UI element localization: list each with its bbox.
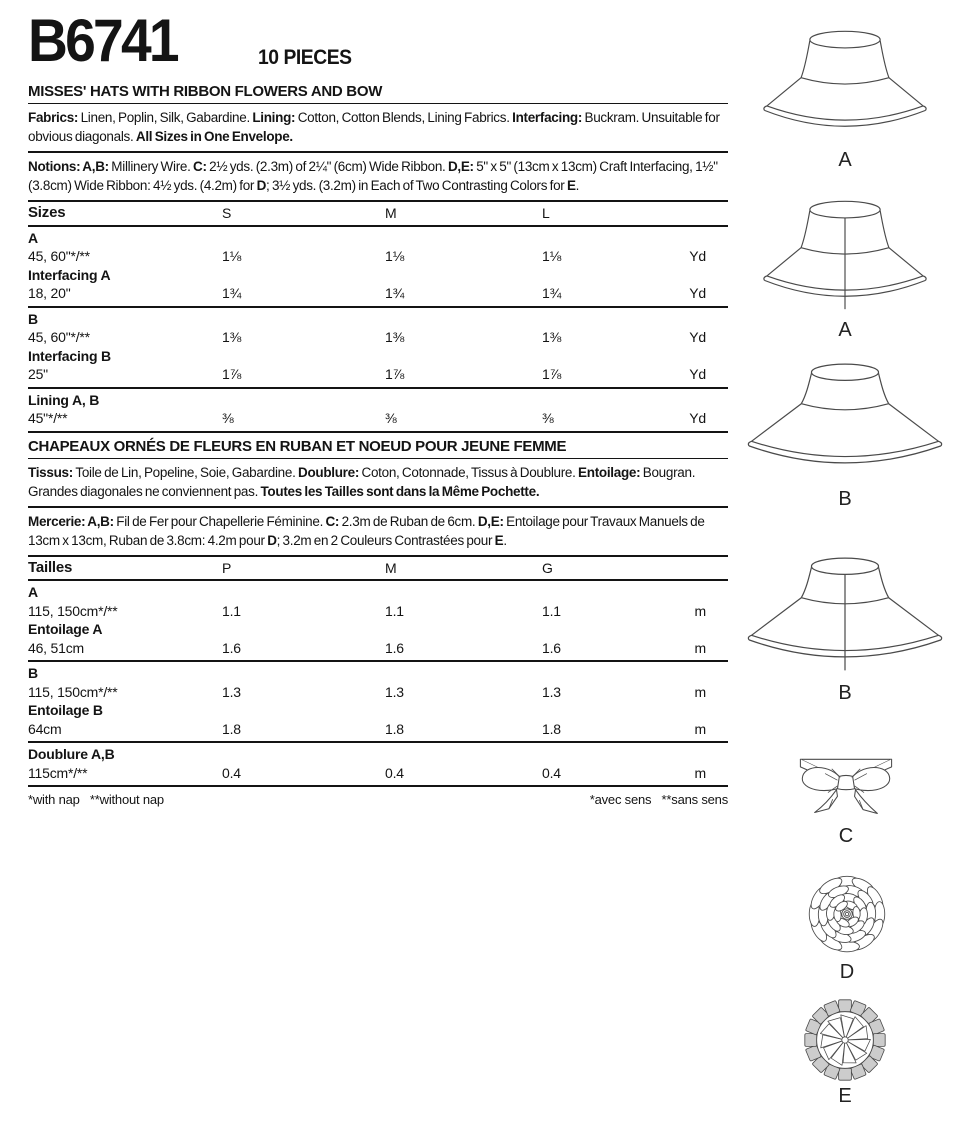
content-column	[28, 7, 728, 807]
row-label: Entoilage A	[28, 621, 103, 637]
yardage-value	[385, 664, 542, 683]
unit-cell	[668, 664, 728, 683]
view-label-a-back: A	[838, 319, 852, 341]
yardage-value	[222, 664, 385, 683]
paragraph-segment: Doublure:	[298, 464, 362, 480]
table-group	[28, 227, 728, 308]
paragraph-segment: .	[575, 178, 580, 193]
paragraph-segment: Toutes les Tailles sont dans la Même Pochette.	[260, 483, 540, 499]
paragraph-segment: Millinery Wire.	[111, 159, 193, 174]
yardage-value	[222, 347, 385, 366]
unit-cell	[668, 266, 728, 285]
french-title: CHAPEAUX ORNÉS DE FLEURS EN RUBAN ET NOEUD POUR JEUNE FEMME	[28, 433, 728, 459]
table-header-unit	[668, 204, 728, 223]
table-row	[28, 310, 728, 329]
table-header-col: S	[222, 205, 232, 221]
hat-b-back-illustration	[743, 552, 947, 679]
table-row	[28, 602, 728, 621]
table-header-label: Sizes	[28, 204, 66, 221]
row-label: 45, 60"*/**	[28, 329, 90, 345]
yardage-value: 1.1	[222, 602, 241, 619]
row-label: A	[28, 584, 38, 600]
yardage-value	[542, 266, 668, 285]
yardage-value: 1⅞	[222, 366, 242, 382]
table-header-row	[28, 202, 728, 227]
unit-cell: Yd	[689, 329, 706, 345]
yardage-value	[542, 583, 668, 602]
table-row	[28, 391, 728, 410]
yardage-value: 1.8	[222, 720, 241, 737]
table-row	[28, 620, 728, 639]
unit-cell: Yd	[689, 366, 706, 382]
table-header-col: P	[222, 559, 232, 576]
paragraph-segment: E	[566, 178, 576, 193]
unit-cell	[668, 620, 728, 639]
view-label-bow: C	[838, 825, 854, 847]
paragraph-segment: 2½ yds. (2.3m) of 2¼" (6cm) Wide Ribbon.	[209, 159, 448, 174]
paragraph-segment: ; 3½ yds. (3.2m) in Each of Two Contrasting Colors for	[266, 178, 567, 193]
yardage-value	[222, 310, 385, 329]
paragraph-segment: Fil de Fer pour Chapellerie Féminine.	[116, 513, 326, 529]
unit-cell	[668, 745, 728, 764]
paragraph-segment: Tissus:	[28, 464, 76, 480]
yardage-value: 0.4	[385, 764, 404, 781]
table-row	[28, 266, 728, 285]
yardage-value: 1.8	[542, 720, 561, 737]
hat-a-front-illustration	[757, 24, 933, 146]
row-label: B	[28, 310, 38, 327]
ribbon-rose-illustration	[799, 872, 895, 958]
paragraph-segment: 5" x 5" (13cm x 13cm) Craft Interfacing, 1½" (3.8cm) Wide Ribbon: 4½ yds. (4.2m) for	[28, 159, 718, 193]
paragraph-segment: Entoilage pour Travaux Manuels de 13cm x 13cm, Ruban de 3.8cm: 4.2m pour	[28, 513, 705, 548]
unit-cell: m	[694, 639, 706, 656]
yardage-value: ⅜	[542, 410, 554, 426]
table-header-col: M	[385, 559, 397, 576]
table-group	[28, 581, 728, 662]
yardage-value: 1⅞	[385, 366, 405, 382]
paragraph-segment: Entoilage:	[578, 464, 643, 480]
row-label: 25"	[28, 366, 48, 382]
yardage-value: 1.6	[542, 639, 561, 656]
row-label: Doublure A,B	[28, 746, 115, 762]
mercerie-paragraph	[28, 508, 728, 557]
unit-cell	[668, 229, 728, 248]
table-group	[28, 662, 728, 743]
table-row	[28, 583, 728, 602]
row-label: Interfacing B	[28, 347, 111, 364]
yardage-value: 1⅜	[542, 329, 562, 345]
yardage-value	[542, 701, 668, 720]
table-row	[28, 639, 728, 658]
ribbon-rosette-illustration	[799, 998, 891, 1082]
table-row	[28, 701, 728, 720]
illustration-column	[735, 0, 957, 1128]
paragraph-segment: Cotton, Cotton Blends, Lining Fabrics.	[297, 110, 513, 125]
row-label: B	[28, 665, 38, 681]
view-label-rose: D	[839, 961, 855, 983]
notions-paragraph	[28, 153, 728, 202]
paragraph-segment: E	[494, 532, 504, 548]
yardage-value: 1.6	[222, 639, 241, 656]
table-header-col: G	[542, 559, 553, 576]
paragraph-segment: ; 3.2m en 2 Couleurs Contrastées pour	[276, 532, 495, 548]
hat-a-back-illustration	[757, 194, 933, 316]
table-row	[28, 365, 728, 384]
unit-cell	[668, 310, 728, 329]
table-group	[28, 389, 728, 433]
yardage-value: 1.1	[542, 602, 561, 619]
view-label-a-front: A	[838, 149, 852, 171]
tissus-paragraph	[28, 459, 728, 508]
yardage-value	[222, 620, 385, 639]
hat-b-front-figure	[743, 358, 947, 511]
yardage-value	[385, 391, 542, 410]
hat-b-back-figure	[743, 552, 947, 705]
unit-cell	[668, 347, 728, 366]
paragraph-segment: D	[256, 178, 267, 193]
paragraph-segment: Lining:	[252, 110, 298, 125]
paragraph-segment: Buckram. Unsuitable for obvious diagonals.	[28, 110, 720, 144]
fabrics-paragraph	[28, 104, 728, 153]
table-header-label: Tailles	[28, 558, 73, 576]
row-label: 115, 150cm*/**	[28, 602, 118, 619]
yardage-value	[542, 620, 668, 639]
unit-cell: Yd	[689, 248, 706, 264]
yardage-value: 1⅞	[542, 366, 562, 382]
yardage-value: 1.3	[542, 683, 561, 700]
unit-cell: m	[694, 720, 706, 737]
unit-cell: Yd	[689, 285, 706, 301]
paragraph-segment: Fabrics:	[28, 110, 81, 125]
yardage-value: 1.3	[222, 683, 241, 700]
paragraph-segment: 2.3m de Ruban de 6cm.	[341, 513, 478, 529]
paragraph-segment: D,E:	[447, 159, 477, 174]
yardage-value: 1.1	[385, 602, 404, 619]
paragraph-segment: Coton, Cotonnade, Tissus à Doublure.	[361, 464, 579, 480]
row-label: 45"*/**	[28, 410, 68, 426]
yardage-value	[542, 745, 668, 764]
yardage-value: 1⅛	[385, 248, 405, 264]
ribbon-bow-illustration	[789, 746, 903, 822]
paragraph-segment: Interfacing:	[512, 110, 585, 125]
yardage-value: 1.6	[385, 639, 404, 656]
hat-a-back-figure	[757, 194, 933, 342]
yardage-value	[385, 229, 542, 248]
table-header-col: L	[542, 205, 550, 221]
unit-cell	[668, 583, 728, 602]
table-row	[28, 409, 728, 428]
view-label-b-back: B	[838, 682, 852, 704]
yardage-value: ⅜	[222, 410, 234, 426]
yardage-value	[385, 583, 542, 602]
unit-cell	[668, 391, 728, 410]
table-row	[28, 683, 728, 702]
yardage-value: 1¾	[542, 285, 562, 301]
paragraph-segment: C:	[193, 159, 210, 174]
yardage-value	[385, 347, 542, 366]
footnotes	[28, 787, 728, 807]
yardage-value	[222, 583, 385, 602]
row-label: 46, 51cm	[28, 639, 84, 656]
table-row	[28, 664, 728, 683]
yardage-value	[222, 745, 385, 764]
pattern-number: B6741	[28, 7, 177, 74]
yardage-value: 1⅜	[222, 329, 242, 345]
paragraph-segment: Bougran. Grandes diagonales ne conviennent pas.	[28, 464, 696, 499]
row-label: 115, 150cm*/**	[28, 683, 118, 700]
table-group	[28, 743, 728, 787]
row-label: Lining A, B	[28, 391, 100, 408]
yardage-value: 1.3	[385, 683, 404, 700]
yardage-value	[542, 391, 668, 410]
yardage-value: 1¾	[385, 285, 405, 301]
table-row	[28, 764, 728, 783]
table-row	[28, 745, 728, 764]
footnote-english: *with nap **without nap	[28, 792, 164, 807]
yardage-value	[222, 391, 385, 410]
footnote-french: *avec sens **sans sens	[589, 792, 728, 807]
yardage-value	[385, 701, 542, 720]
yardage-value	[385, 310, 542, 329]
english-title: MISSES' HATS WITH RIBBON FLOWERS AND BOW	[28, 78, 728, 104]
yardage-value: 0.4	[222, 764, 241, 781]
french-yardage-table	[28, 557, 728, 788]
hat-b-front-illustration	[743, 358, 947, 485]
table-row	[28, 229, 728, 248]
ribbon-rosette-figure	[799, 998, 891, 1108]
paragraph-segment: Notions: A,B:	[28, 159, 112, 174]
ribbon-bow-figure	[789, 746, 903, 848]
ribbon-rose-figure	[799, 872, 895, 984]
paragraph-segment: C:	[325, 513, 342, 529]
view-label-rosette: E	[838, 1085, 852, 1107]
table-header-col: M	[385, 205, 397, 221]
row-label: 115cm*/**	[28, 764, 88, 781]
paragraph-segment: .	[503, 532, 507, 548]
hat-a-front-figure	[757, 24, 933, 172]
yardage-value	[222, 229, 385, 248]
yardage-value: ⅜	[385, 410, 397, 426]
row-label: 18, 20"	[28, 285, 71, 301]
paragraph-segment: D	[267, 532, 277, 548]
yardage-value	[222, 266, 385, 285]
yardage-value	[542, 347, 668, 366]
table-row	[28, 347, 728, 366]
yardage-value: 1⅛	[222, 248, 242, 264]
table-row	[28, 328, 728, 347]
yardage-value: 1.8	[385, 720, 404, 737]
unit-cell	[668, 701, 728, 720]
yardage-value: 1⅜	[385, 329, 405, 345]
unit-cell: m	[694, 764, 706, 781]
unit-cell: Yd	[689, 410, 706, 426]
row-label: 64cm	[28, 720, 62, 737]
row-label: Interfacing A	[28, 266, 111, 283]
row-label: 45, 60"*/**	[28, 248, 90, 264]
paragraph-segment: Toile de Lin, Popeline, Soie, Gabardine.	[75, 464, 298, 480]
yardage-value	[542, 229, 668, 248]
yardage-value	[542, 664, 668, 683]
unit-cell: m	[694, 683, 706, 700]
yardage-value: 1⅛	[542, 248, 562, 264]
table-group	[28, 308, 728, 389]
yardage-value: 0.4	[542, 764, 561, 781]
table-header-unit	[668, 559, 728, 578]
yardage-value	[385, 620, 542, 639]
row-label: A	[28, 229, 38, 246]
view-label-b-front: B	[838, 488, 852, 510]
english-yardage-table	[28, 202, 728, 433]
table-row	[28, 284, 728, 303]
row-label: Entoilage B	[28, 702, 103, 718]
paragraph-segment: Mercerie: A,B:	[28, 513, 117, 529]
table-row	[28, 247, 728, 266]
paragraph-segment: D,E:	[477, 513, 507, 529]
table-row	[28, 720, 728, 739]
yardage-value	[222, 701, 385, 720]
pieces-count: 10 PIECES	[258, 46, 352, 69]
unit-cell: m	[694, 602, 706, 619]
yardage-value	[542, 310, 668, 329]
paragraph-segment: All Sizes in One Envelope.	[135, 129, 293, 144]
table-header-row	[28, 557, 728, 582]
masthead	[28, 7, 728, 78]
yardage-value	[385, 745, 542, 764]
paragraph-segment: Linen, Poplin, Silk, Gabardine.	[80, 110, 253, 125]
yardage-value	[385, 266, 542, 285]
yardage-value: 1¾	[222, 285, 242, 301]
